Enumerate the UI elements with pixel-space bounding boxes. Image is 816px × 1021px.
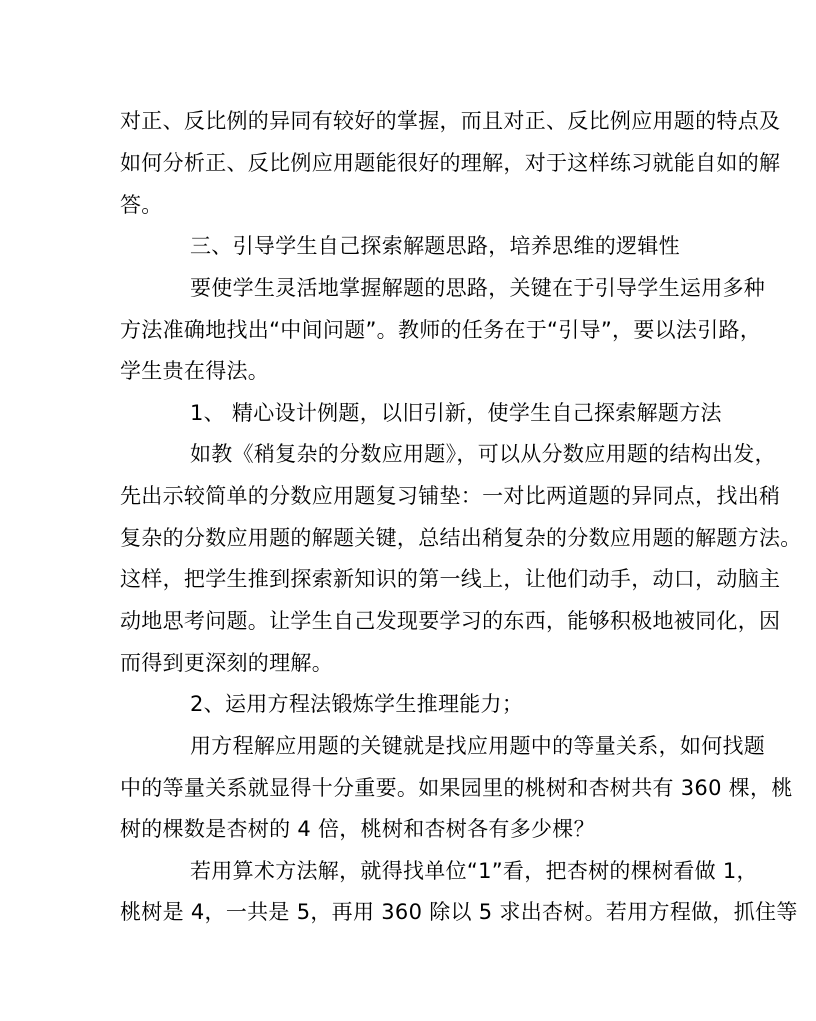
text-line: 方法准确地找出“中间问题”。教师的任务在于“引导”，要以法引路，	[120, 318, 762, 342]
subsection-heading: 2、运用方程法锻炼学生推理能力；	[190, 692, 524, 716]
text-line: 要使学生灵活地掌握解题的思路，关键在于引导学生运用多种	[190, 276, 766, 300]
text-line: 复杂的分数应用题的解题关键，总结出稍复杂的分数应用题的解题方法。	[120, 526, 802, 550]
text-line: 动地思考问题。让学生自己发现要学习的东西，能够积极地被同化，因	[120, 609, 781, 633]
text-line: 学生贵在得法。	[120, 359, 270, 383]
text-line: 若用算术方法解，就得找单位“1”看，把杏树的棵树看做 1，	[190, 859, 758, 883]
text-line: 树的棵数是杏树的 4 倍，桃树和杏树各有多少棵？	[120, 817, 595, 841]
text-line: 对正、反比例的异同有较好的掌握，而且对正、反比例应用题的特点及	[120, 109, 781, 133]
text-line: 先出示较简单的分数应用题复习铺垫：一对比两道题的异同点，找出稍	[120, 484, 781, 508]
text-line: 这样，把学生推到探索新知识的第一线上，让他们动手，动口，动脑主	[120, 567, 781, 591]
subsection-heading: 1、 精心设计例题，以旧引新，使学生自己探索解题方法	[190, 401, 722, 425]
text-line: 桃树是 4，一共是 5，再用 360 除以 5 求出杏树。若用方程做，抓住等	[120, 900, 798, 924]
section-heading: 三、引导学生自己探索解题思路，培养思维的逻辑性	[190, 234, 680, 258]
text-line: 答。	[120, 193, 163, 217]
text-line: 如何分析正、反比例应用题能很好的理解，对于这样练习就能自如的解	[120, 151, 781, 175]
text-line: 如教《稍复杂的分数应用题》，可以从分数应用题的结构出发，	[190, 442, 776, 466]
text-line: 用方程解应用题的关键就是找应用题中的等量关系，如何找题	[190, 734, 766, 758]
text-line: 中的等量关系就显得十分重要。如果园里的桃树和杏树共有 360 棵，桃	[120, 776, 793, 800]
text-line: 而得到更深刻的理解。	[120, 651, 333, 675]
